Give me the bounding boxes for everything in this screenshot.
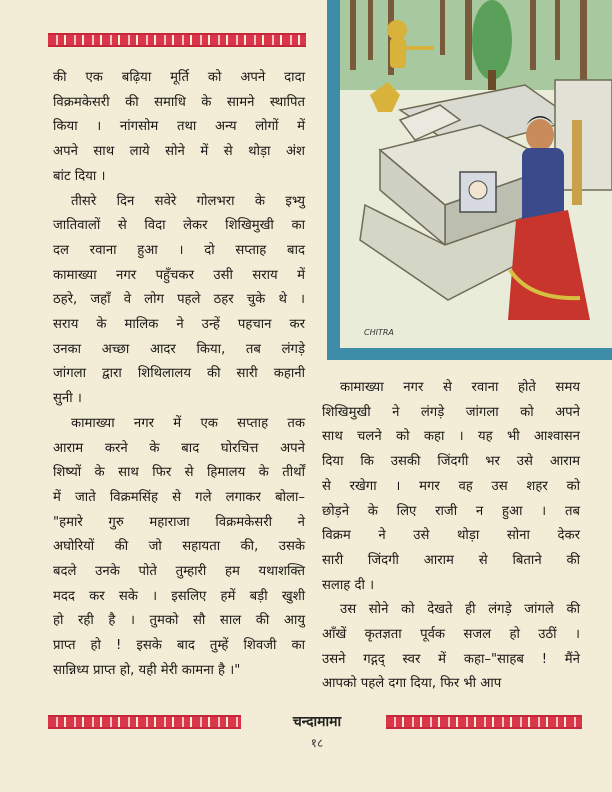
- text-line: छोड़ने के लिए राजी न हुआ । तब: [322, 503, 580, 519]
- left-text-column: [53, 66, 305, 684]
- illustration-drawing: [340, 0, 612, 348]
- text-line: शिखिमुखी ने लंगड़े जांगला को अपने: [322, 404, 580, 420]
- text-line: से रखेगा । मगर वह उस शहर को: [322, 478, 580, 494]
- text-line: विक्रमकेसरी की समाधि के सामने स्थापित: [53, 94, 305, 110]
- text-line: आपको पहले दगा दिया, फिर भी आप: [322, 676, 502, 692]
- text-line: हो रही है । तुमको सौ साल की आयु: [53, 613, 305, 629]
- text-line: सलाह दी ।: [322, 577, 375, 593]
- text-line: साथ चलने को कहा । यह भी आश्वासन: [322, 429, 580, 445]
- text-line: दिया कि उसकी जिंदगी भर उसे आराम: [322, 454, 580, 470]
- text-line: अपने साथ लाये सोने में से थोड़ा अंश: [53, 144, 305, 160]
- text-line: प्राप्त हो ! इसके बाद तुम्हें शिवजी का: [53, 638, 305, 654]
- text-line: विक्रम ने उसे थोड़ा सोना देकर: [322, 528, 580, 544]
- text-line: कामाख्या नगर में एक सप्ताह तक: [71, 415, 305, 431]
- text-line: कामाख्या नगर से रवाना होते समय: [340, 380, 580, 395]
- text-line: जांगला द्वारा शिथिलालय की सारी कहानी: [53, 366, 305, 382]
- text-line: शिष्यों के साथ फिर से हिमालय के तीर्थों: [53, 465, 305, 481]
- text-line: आँखें कृतज्ञता पूर्वक सजल हो उठीं ।: [322, 627, 580, 643]
- text-line: में जाते विक्रमसिंह से गले लगाकर बोला–: [53, 489, 305, 505]
- text-line: सारी जिंदगी आराम से बिताने की: [322, 552, 580, 568]
- text-line: बांट दिया ।: [53, 168, 106, 184]
- decorative-border-bottom-left: [48, 715, 241, 729]
- text-line: कामाख्या नगर पहुँचकर उसी सराय में: [53, 267, 305, 283]
- text-line: अघोरियों की जो सहायता की, उसके: [53, 539, 305, 555]
- text-line: सुनी ।: [53, 391, 82, 407]
- story-illustration: [327, 0, 612, 360]
- text-line: उनका अच्छा आदर किया, तब लंगड़े: [53, 341, 305, 357]
- text-line: तीसरे दिन सवेरे गोलभरा के इभ्यु: [71, 193, 305, 209]
- text-line: जातिवालों से विदा लेकर शिखिमुखी का: [53, 218, 305, 234]
- text-line: "हमारे गुरु महाराजा विक्रमकेसरी ने: [53, 514, 305, 530]
- text-line: की एक बढ़िया मूर्ति को अपने दादा: [53, 70, 305, 85]
- magazine-title: चन्दामामा: [292, 714, 342, 730]
- text-line: उसने गद्गद् स्वर में कहा–"साहब ! मैंने: [322, 651, 580, 667]
- text-line: आराम करने के बाद घोरचित्त अपने: [53, 440, 305, 456]
- text-line: सान्निध्य प्राप्त हो, यही मेरी कामना है ।": [53, 662, 241, 678]
- text-line: किया । नांगसोम तथा अन्य लोगों में: [53, 119, 305, 135]
- page-number: १८: [310, 736, 324, 750]
- right-text-column: [322, 376, 580, 697]
- text-line: ठहरे, जहाँ वे लोग पहले ठहर चुके थे ।: [53, 292, 305, 308]
- text-line: मदद कर सके । इसलिए हमें बड़ी खुशी: [53, 588, 305, 604]
- text-line: सराय के मालिक ने उन्हें पहचान कर: [53, 317, 305, 333]
- text-line: बदले उनके पोते तुम्हारी हम यथाशक्ति: [53, 564, 305, 580]
- text-line: दल रवाना हुआ । दो सप्ताह बाद: [53, 242, 305, 258]
- text-line: उस सोने को देखते ही लंगड़े जांगले की: [340, 602, 580, 618]
- decorative-border-top: [48, 33, 306, 47]
- artist-signature: CHITRA: [364, 328, 394, 337]
- decorative-border-bottom-right: [386, 715, 582, 729]
